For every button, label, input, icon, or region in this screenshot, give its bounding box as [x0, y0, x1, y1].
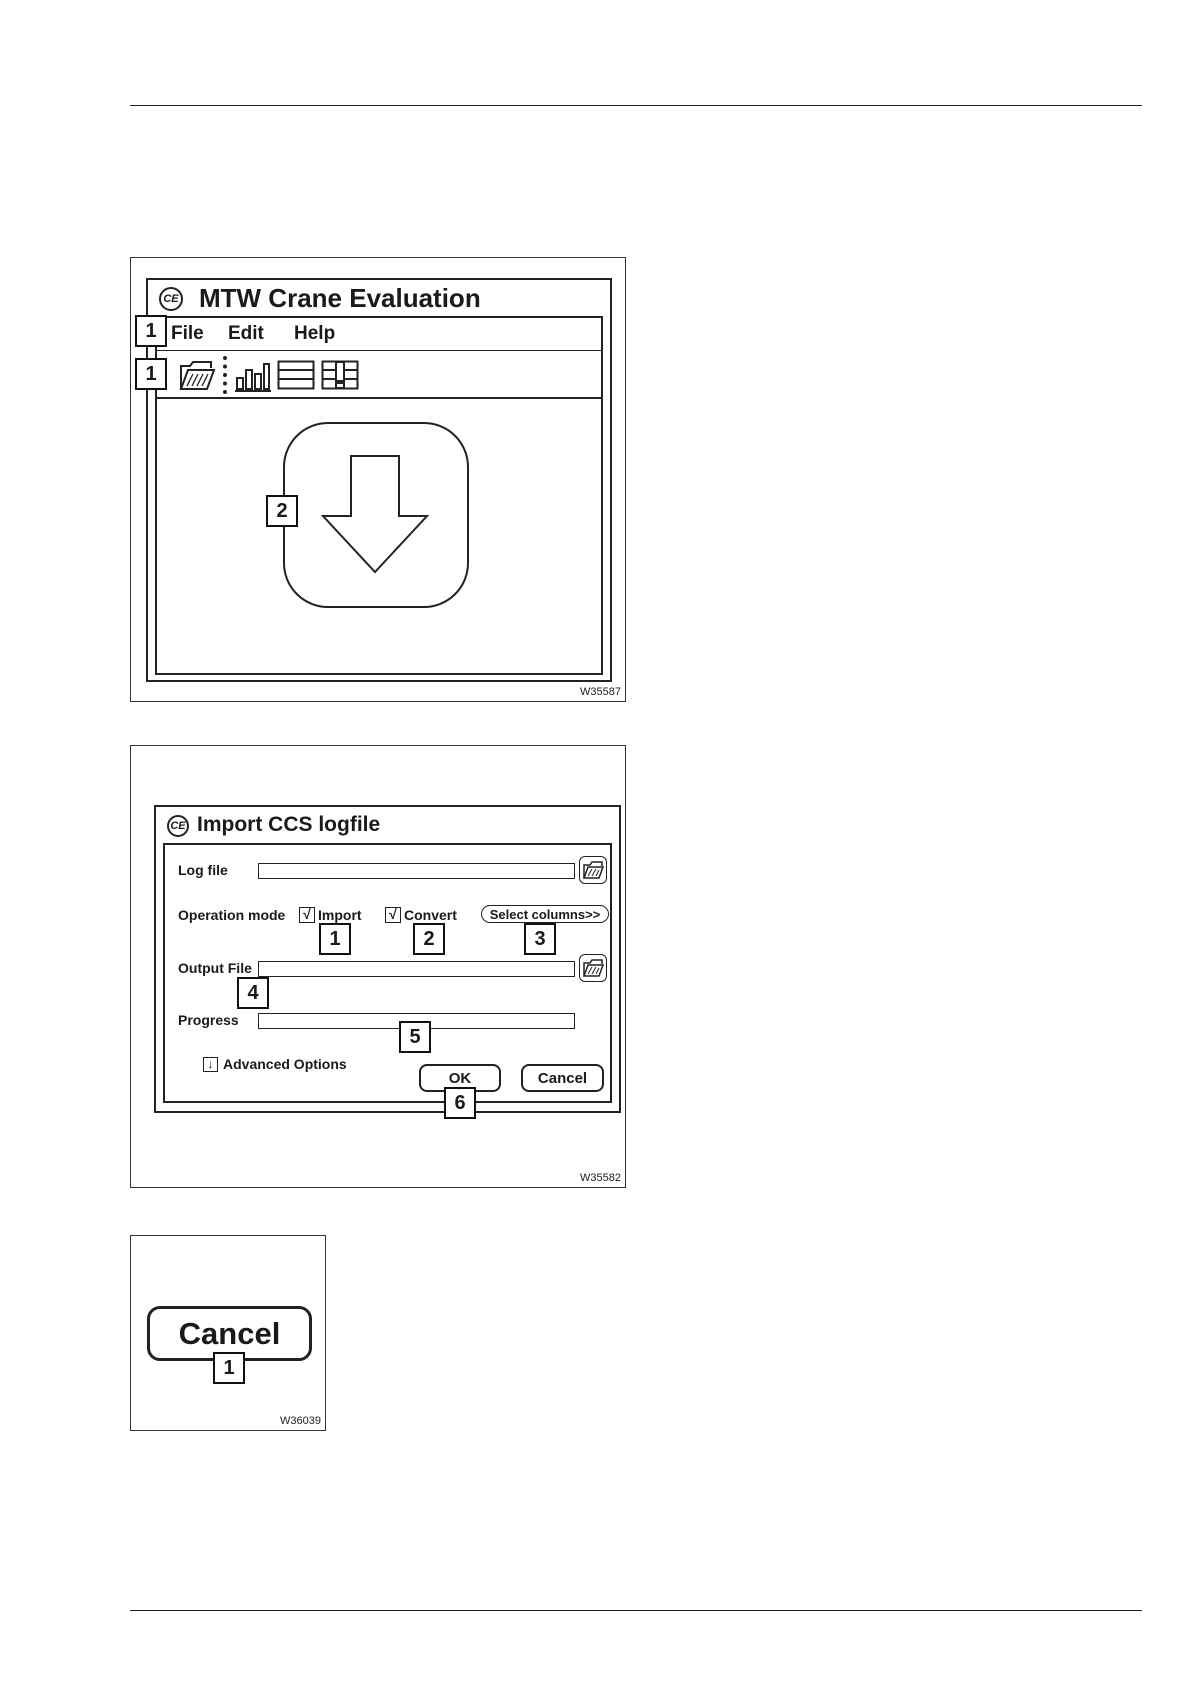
menu-edit[interactable]: Edit — [228, 323, 264, 344]
callout-import: 1 — [319, 923, 351, 955]
output-file-label: Output File — [178, 960, 252, 976]
header-rule — [130, 105, 1142, 106]
callout-ok: 6 — [444, 1087, 476, 1119]
cancel-button-large[interactable]: Cancel — [147, 1306, 312, 1361]
callout-select-columns: 3 — [524, 923, 556, 955]
open-folder-icon[interactable] — [178, 356, 216, 394]
callout-toolbar: 1 — [135, 358, 167, 390]
log-file-field[interactable] — [258, 863, 575, 879]
output-file-field[interactable] — [258, 961, 575, 977]
folder-icon — [581, 858, 605, 882]
convert-label: Convert — [404, 907, 457, 923]
bar-chart-icon[interactable] — [235, 360, 271, 392]
figure-import-dialog — [130, 745, 626, 1188]
menu-file[interactable]: File — [171, 323, 204, 344]
callout-cancel: 1 — [213, 1352, 245, 1384]
figure-id: W35582 — [580, 1172, 621, 1184]
ok-button[interactable]: OK — [419, 1064, 501, 1092]
callout-import-arrow: 2 — [266, 495, 298, 527]
figure-main-window — [130, 257, 626, 702]
callout-menu-bar: 1 — [135, 315, 167, 347]
table-icon[interactable] — [277, 360, 315, 390]
dialog-title: Import CCS logfile — [197, 813, 381, 836]
folder-icon — [581, 956, 605, 980]
toolbar-separator — [223, 356, 227, 394]
progress-label: Progress — [178, 1012, 239, 1028]
select-columns-button[interactable]: Select columns>> — [481, 905, 609, 923]
log-file-label: Log file — [178, 862, 228, 878]
log-file-browse-button[interactable] — [579, 856, 607, 884]
figure-id: W36039 — [280, 1415, 321, 1427]
menu-divider — [155, 350, 603, 351]
ce-logo-icon: CE — [167, 815, 189, 837]
table-alert-icon[interactable] — [321, 360, 359, 390]
cancel-button[interactable]: Cancel — [521, 1064, 604, 1092]
convert-checkbox[interactable]: √ — [385, 907, 401, 923]
app-title: MTW Crane Evaluation — [199, 283, 481, 313]
toolbar-divider — [155, 397, 603, 399]
figure-id: W35587 — [580, 686, 621, 698]
callout-convert: 2 — [413, 923, 445, 955]
advanced-options-label: Advanced Options — [223, 1056, 347, 1072]
import-label: Import — [318, 907, 362, 923]
menu-help[interactable]: Help — [294, 323, 336, 344]
callout-output-file: 4 — [237, 977, 269, 1009]
footer-rule — [130, 1610, 1142, 1611]
operation-mode-label: Operation mode — [178, 907, 286, 923]
figure-cancel-button — [130, 1235, 326, 1431]
import-arrow-icon[interactable] — [281, 420, 471, 610]
import-checkbox[interactable]: √ — [299, 907, 315, 923]
output-file-browse-button[interactable] — [579, 954, 607, 982]
callout-progress: 5 — [399, 1021, 431, 1053]
ce-logo-icon: CE — [159, 287, 183, 311]
advanced-options-toggle[interactable]: ↓ — [203, 1057, 218, 1072]
